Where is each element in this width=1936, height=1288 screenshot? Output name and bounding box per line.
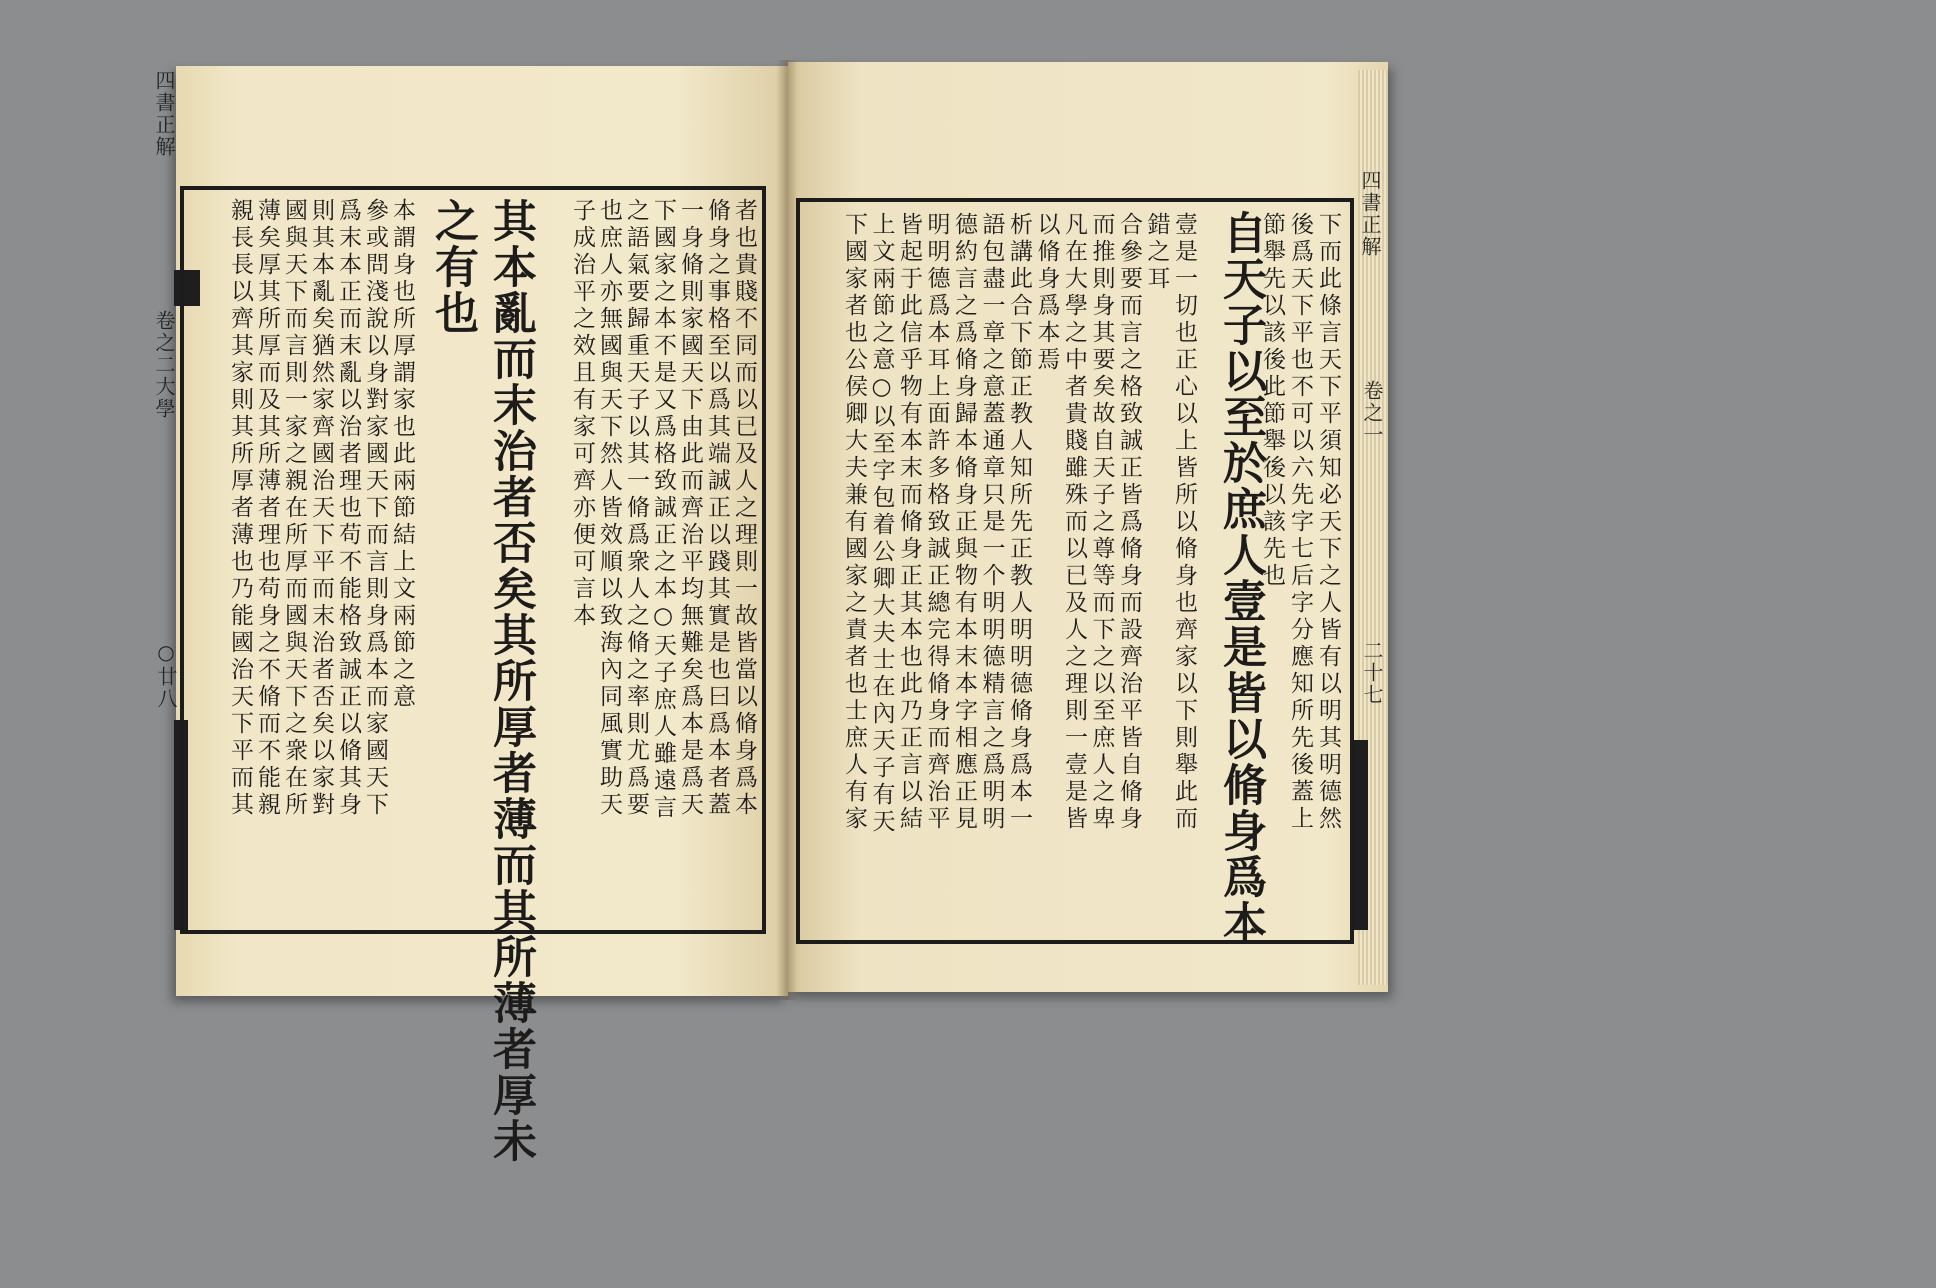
right-commentary-column: 德約言之爲脩身歸本脩身正與物有本末本字相應正見 [951, 212, 977, 833]
right-margin-subtitle: 卷之一 [1360, 380, 1384, 446]
left-main-text-column: 其本亂而末治者否矣其所厚者薄而其所薄者厚未 [485, 198, 536, 1164]
left-commentary-column: 薄矣厚其所厚而及其所薄者理也苟身之不脩而不能親 [254, 198, 280, 819]
right-commentary-column: 錯之耳 [1143, 212, 1170, 293]
right-page-number: 二十七 [1360, 640, 1384, 706]
left-margin-title: 四書正解 [152, 70, 176, 158]
right-commentary-column: 後爲天下平也不可以六先字七后字分應知所先後蓋上 [1287, 212, 1313, 833]
right-commentary-column: 下國家者也公侯卿大夫兼有國家之責者也士庶人有家 [841, 212, 867, 833]
left-commentary-column: 者也貴賤不同而以已及人之理則一故皆當以脩身爲本 [731, 198, 757, 819]
left-commentary-column: 之語氣要歸重天子以其一脩爲衆人之脩之率則尤爲要 [623, 198, 649, 819]
right-commentary-column: 皆起于此信乎物有本末而脩身正其本也此乃正言以結 [896, 212, 922, 833]
left-margin-subtitle: 卷之二大學 [152, 310, 176, 420]
left-commentary-column: 一身脩則家國天下由此而齊治平均無難矣爲本是爲天 [677, 198, 703, 819]
right-commentary-column: 而推則身其要矣故自天子之尊等而下之以至庶人之卑 [1088, 212, 1115, 833]
left-commentary-column: 脩身之事格至以爲其端誠正以踐其實是也曰爲本者蓋 [704, 198, 730, 819]
left-commentary-column: 子成治平之效且有家可齊亦便可言本 [569, 198, 595, 630]
right-commentary-column: 語包盡一章之意蓋通章只是一个明明德精言之爲明明 [978, 212, 1005, 833]
left-commentary-column: 本謂身也所厚謂家也此兩節結上文兩節之意 [389, 198, 415, 711]
left-page-number: ○廿八 [154, 640, 178, 710]
left-commentary-column: 也庶人亦無國與天下然人皆效順以致海內同風實助天 [596, 198, 622, 819]
right-main-text-column: 自天子以至於庶人壹是皆以脩身爲本 [1215, 210, 1266, 946]
right-commentary-column: 上文兩節之意○以至字包着公卿大夫士在內天子有天 [868, 212, 895, 836]
left-commentary-column: 下國家之本不是又爲格致誠正之本○天子庶人雖遠言 [650, 198, 676, 822]
left-main-text-column: 之有也 [427, 198, 478, 336]
right-commentary-column: 以脩身爲本焉 [1033, 212, 1060, 374]
book-gutter [776, 60, 798, 1000]
left-commentary-column: 爲末本正而末亂以治者理也苟不能格致誠正以脩其身 [335, 198, 361, 819]
left-commentary-column: 親長長以齊其家則其所厚者薄也乃能國治天下平而其 [227, 198, 253, 819]
right-commentary-column: 明明德爲本耳上面許多格致誠正總完得脩身而齊治平 [923, 212, 950, 833]
right-commentary-column: 下而此條言天下平須知必天下之人皆有以明其明德然 [1315, 212, 1341, 833]
right-commentary-column: 析講此合下節正教人知所先正教人明明德脩身爲本一 [1006, 212, 1032, 833]
right-commentary-column: 凡在大學之中者貴賤雖殊而以已及人之理則一壹是皆 [1061, 212, 1087, 833]
right-commentary-column: 節舉先以該後此節舉後以該先也 [1259, 212, 1285, 590]
left-commentary-column: 國與天下而言則一家之親在所厚而國與天下之衆在所 [281, 198, 307, 819]
left-commentary-column: 則其本亂矣猶然家齊國治天下平而末治者否矣以家對 [308, 198, 334, 819]
right-margin-title: 四書正解 [1358, 170, 1382, 258]
right-commentary-column: 合參要而言之格致誠正皆爲脩身而設齊治平皆自脩身 [1116, 212, 1142, 833]
right-commentary-column: 壹是一切也正心以上皆所以脩身也齊家以下則舉此而 [1171, 212, 1197, 833]
left-commentary-column: 參或問淺說以身對家國天下而言則身爲本而家國天下 [362, 198, 388, 819]
